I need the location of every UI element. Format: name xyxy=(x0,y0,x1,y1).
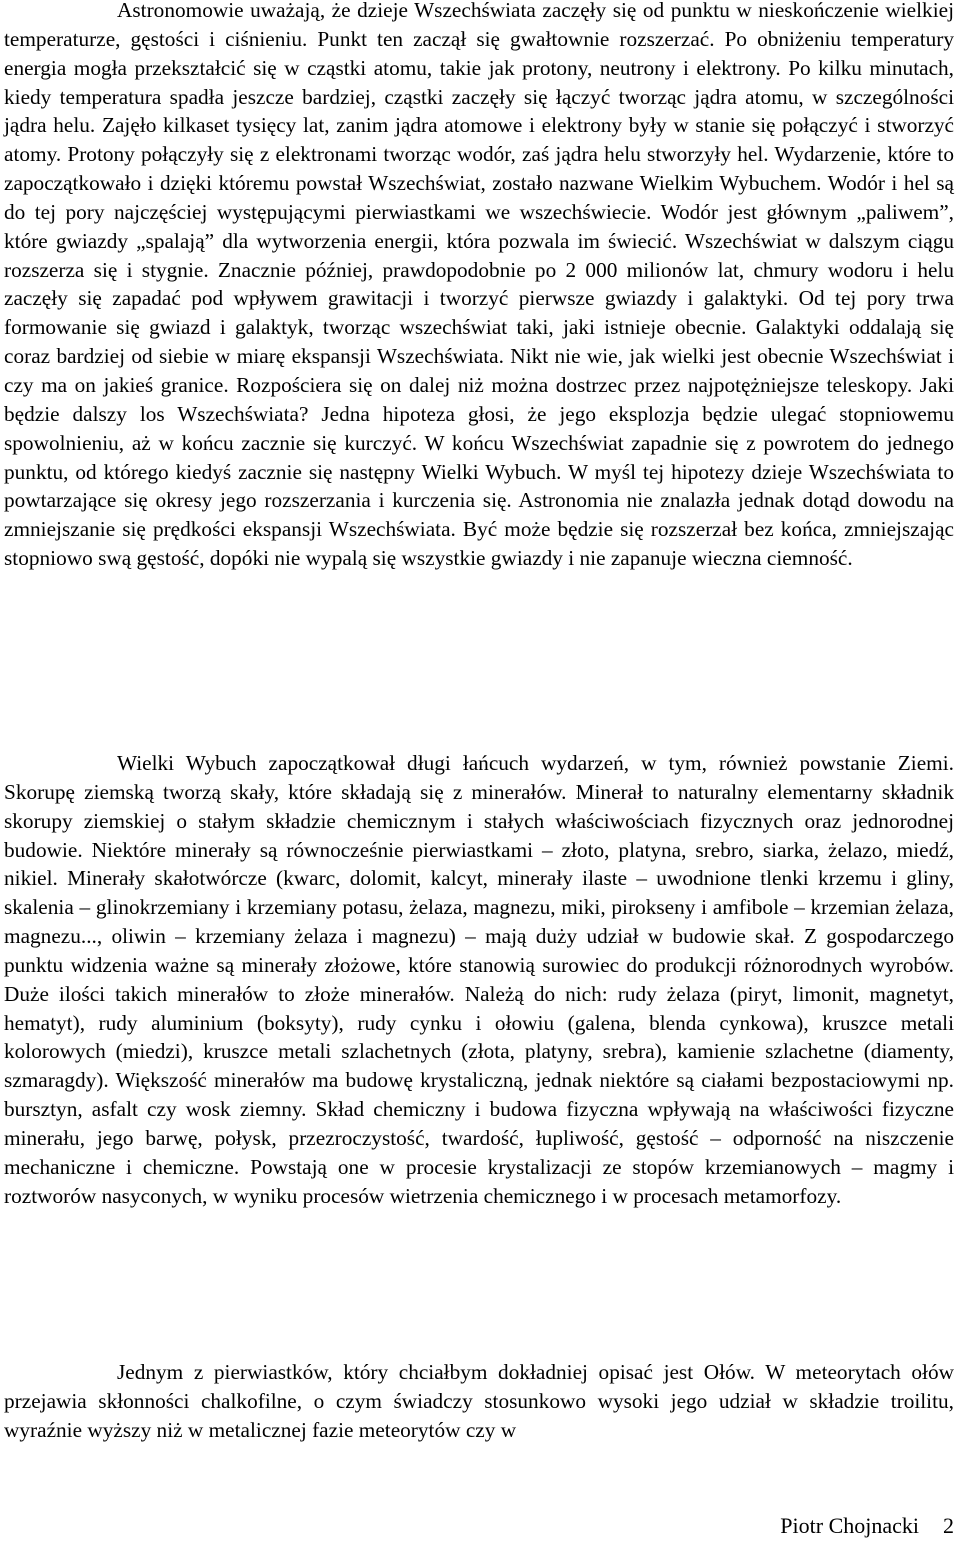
paragraph-minerals: Wielki Wybuch zapoczątkował długi łańcuch wydarzeń, w tym, również powstanie Ziemi. Skorupę ziemską tworzą skały, które składają się z minerałów. Minerał to naturalny elementarny składnik skorupy ziemskiej o stałym składzie chemicznym i stałych właściwościach fizycznych oraz jednorodnej budowie. Niektóre minerały są równocześnie pierwiastkami – złoto, platyna, srebro, siarka, żelazo, miedź, nikiel. Minerały skałotwórcze (kwarc, dolomit, kalcyt, minerały ilaste – uwodnione tlenki krzemu i gliny, skalenia – glinokrzemiany i krzemiany potasu, żelaza, magnezu, miki, pirokseny i amfibole – krzemian żelaza, magnezu..., oliwin – krzemiany żelaza i magnezu) – mają duży udział w budowie skał. Z gospodarczego punktu widzenia ważne są minerały złożowe, które stanowią surowiec do produkcji różnorodnych wyrobów. Duże ilości takich minerałów to złoże minerałów. Należą do nich: rudy żelaza (piryt, limonit, magnetyt, hematyt), rudy aluminium (boksyty), rudy cynku i ołowiu (galena, blenda cynkowa), kruszce metali kolorowych (miedzi), kruszce metali szlachetnych (złota, platyny, srebra), kamienie szlachetne (diamenty, szmaragdy). Większość minerałów ma budowę krystaliczną, jednak niektóre są ciałami bezpostaciowymi np. bursztyn, asfalt czy wosk ziemny. Skład chemiczny i budowa fizyczna wpływają na właściwości fizyczne minerału, jego barwę, połysk, przezroczystość, twardość, łupliwość, gęstość – odporność na niszczenie mechaniczne i chemiczne. Powstają one w procesie krystalizacji ze stopów krzemianowych – magmy i roztworów nasyconych, w wyniku procesów wietrzenia chemicznego i w procesach metamorfozy. xyxy=(4,751,954,1208)
paragraph-lead: Jednym z pierwiastków, który chciałbym dokładniej opisać jest Ołów. W meteorytach ołów przejawia skłonności chalkofilne, o czym świadczy stosunkowo wysoki jego udział w składzie troilitu, wyraźnie wyższy niż w metalicznej fazie meteorytów czy w xyxy=(4,1360,954,1442)
page-footer xyxy=(780,1512,954,1540)
footer-author: Piotr Chojnacki xyxy=(780,1513,919,1538)
page-number: 2 xyxy=(943,1513,954,1538)
paragraph-big-bang: Astronomowie uważają, że dzieje Wszechświata zaczęły się od punktu w nieskończenie wielkiej temperaturze, gęstości i ciśnieniu. Punkt ten zaczął się gwałtownie rozszerzać. Po obniżeniu temperatury energia mogła przekształcić się w cząstki atomu, takie jak protony, neutrony i elektrony. Po kilku minutach, kiedy temperatura spadła jeszcze bardziej, cząstki zaczęły się łączyć tworząc jądra atomu, w szczególności jądra helu. Zajęło kilkaset tysięcy lat, zanim jądra atomowe i elektrony były w stanie się połączyć i stworzyć atomy. Protony połączyły się z elektronami tworząc wodór, zaś jądra helu stworzyły hel. Wydarzenie, które to zapoczątkowało i dzięki któremu powstał Wszechświat, zostało nazwane Wielkim Wybuchem. Wodór i hel są do tej pory najczęściej występującymi pierwiastkami we wszechświecie. Wodór jest głównym „paliwem”, które gwiazdy „spalają” dla wytworzenia energii, która pozwala im świecić. Wszechświat w dalszym ciągu rozszerza się i stygnie. Znacznie później, prawdopodobnie po 2 000 milionów lat, chmury wodoru i helu zaczęły się zapadać pod wpływem grawitacji i tworzyć pierwsze gwiazdy i galaktyki. Od tej pory trwa formowanie się gwiazd i galaktyk, tworząc wszechświat taki, jaki istnieje obecnie. Galaktyki oddalają się coraz bardziej od siebie w miarę ekspansji Wszechświata. Nikt nie wie, jak wielki jest obecnie Wszechświat i czy ma on jakieś granice. Rozpościera się on dalej niż można dostrzec przez najpotężniejsze teleskopy. Jaki będzie dalszy los Wszechświata? Jedna hipoteza głosi, że jego eksplozja będzie ulegać stopniowemu spowolnieniu, aż w końcu zacznie się kurczyć. W końcu Wszechświat zapadnie się z powrotem do jednego punktu, od którego kiedyś zacznie się następny Wielki Wybuch. W myśl tej hipotezy dzieje Wszechświata to powtarzające się okresy jego rozszerzania i kurczenia się. Astronomia nie znalazła jednak dotąd dowodu na zmniejszanie się prędkości ekspansji Wszechświata. Być może będzie się rozszerzał bez końca, zmniejszając stopniowo swą gęstość, dopóki nie wypalą się wszystkie gwiazdy i nie zapanuje wieczna ciemność. xyxy=(4,0,954,571)
